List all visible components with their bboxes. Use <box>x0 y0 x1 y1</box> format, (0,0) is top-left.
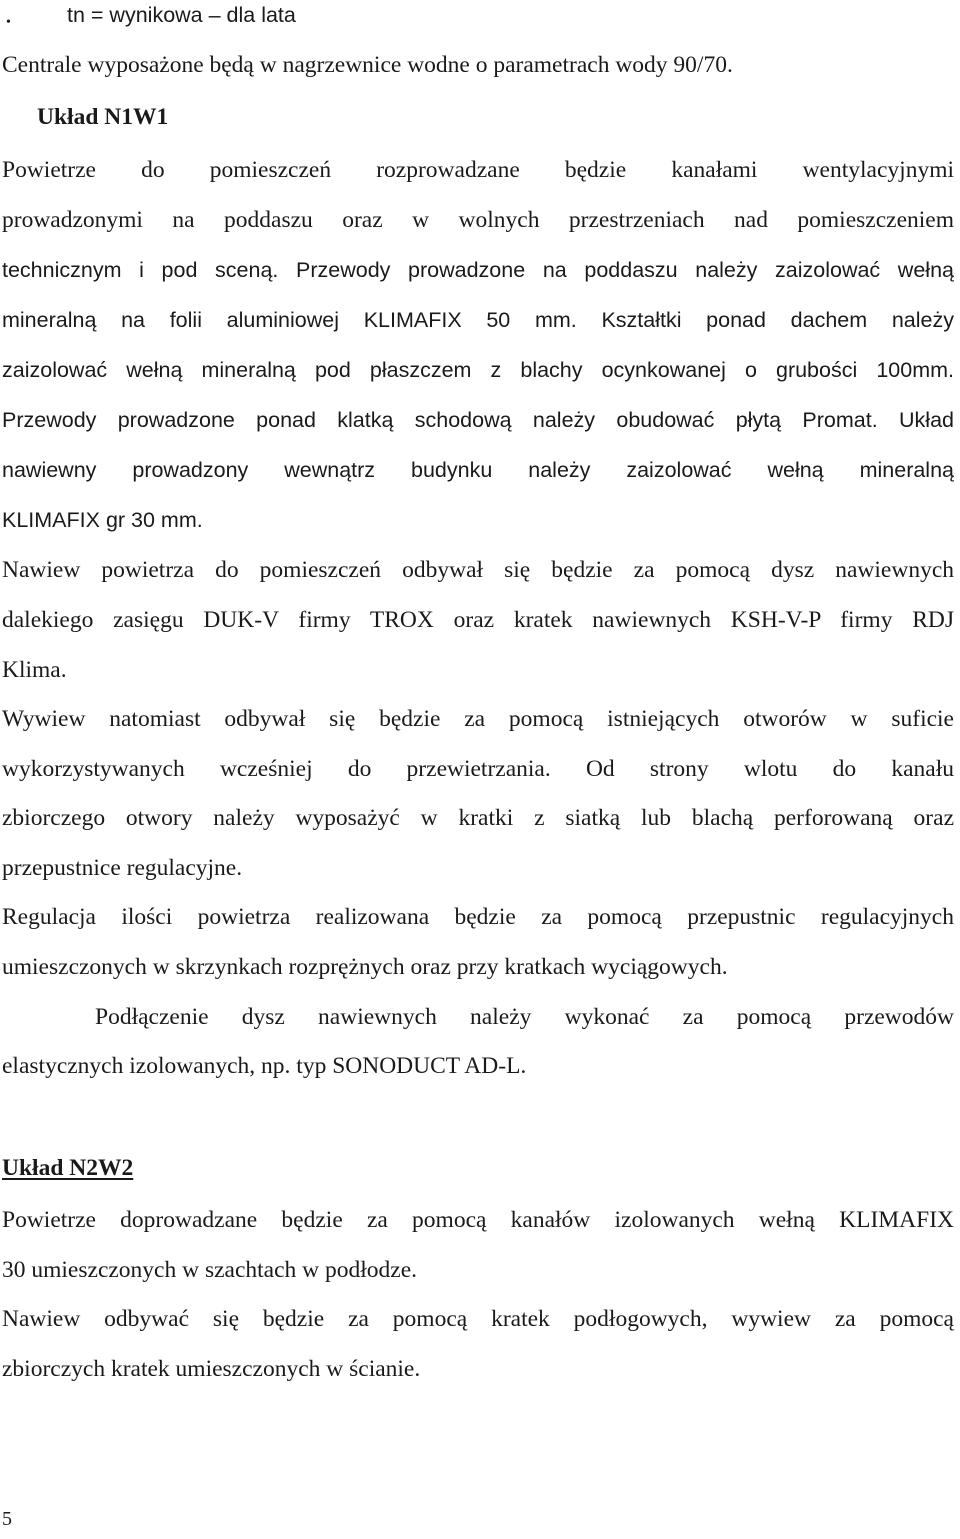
paragraph-line: dalekiego zasięgu DUK-V firmy TROX oraz kratek nawiewnych KSH-V-P firmy RDJ <box>2 607 954 633</box>
paragraph-line: Powietrze do pomieszczeń rozprowadzane będzie kanałami wentylacyjnymi <box>2 157 954 183</box>
paragraph-line: Podłączenie dysz nawiewnych należy wykonać za pomocą przewodów <box>95 1004 954 1030</box>
paragraph-line: Regulacja ilości powietrza realizowana będzie za pomocą przepustnic regulacyjnych <box>2 904 954 930</box>
page-number: 5 <box>2 1508 12 1530</box>
paragraph-line: elastycznych izolowanych, np. typ SONODUCT AD-L. <box>2 1053 527 1079</box>
paragraph-line: Nawiew odbywać się będzie za pomocą kratek podłogowych, wywiew za pomocą <box>2 1306 954 1332</box>
paragraph-line: 30 umieszczonych w szachtach w podłodze. <box>2 1257 418 1283</box>
paragraph-line: KLIMAFIX gr 30 mm. <box>2 508 203 532</box>
intro-text: Centrale wyposażone będą w nagrzewnice wodne o parametrach wody 90/70. <box>2 52 733 78</box>
section-title-text: Układ N2W2 <box>2 1155 134 1181</box>
paragraph-line: zaizolować wełną mineralną pod płaszczem z blachy ocynkowanej o grubości 100mm. <box>2 358 954 382</box>
paragraph-line: mineralną na folii aluminiowej KLIMAFIX 50 mm. Kształtki ponad dachem należy <box>2 308 954 332</box>
paragraph-line: Nawiew powietrza do pomieszczeń odbywał się będzie za pomocą dysz nawiewnych <box>2 557 954 583</box>
paragraph-line: zbiorczego otwory należy wyposażyć w kratki z siatką lub blachą perforowaną oraz <box>2 805 954 831</box>
paragraph-line: nawiewny prowadzony wewnątrz budynku należy zaizolować wełną mineralną <box>2 458 954 482</box>
paragraph-line: Wywiew natomiast odbywał się będzie za pomocą istniejących otworów w suficie <box>2 706 954 732</box>
section-title-n1w1: Układ N1W1 <box>37 104 169 130</box>
paragraph-line: Powietrze doprowadzane będzie za pomocą kanałów izolowanych wełną KLIMAFIX <box>2 1207 954 1233</box>
paragraph-line: umieszczonych w skrzynkach rozprężnych oraz przy kratkach wyciągowych. <box>2 954 728 980</box>
paragraph-line: prowadzonymi na poddaszu oraz w wolnych przestrzeniach nad pomieszczeniem <box>2 207 954 233</box>
section-title-n2w2 <box>2 1153 954 1183</box>
paragraph-line: technicznym i pod sceną. Przewody prowadzone na poddaszu należy zaizolować wełną <box>2 258 954 282</box>
bullet-symbol: • <box>6 15 11 30</box>
paragraph-line: Klima. <box>2 657 67 683</box>
paragraph-line: Przewody prowadzone ponad klatką schodową należy obudować płytą Promat. Układ <box>2 408 954 432</box>
bullet-text: tn = wynikowa – dla lata <box>67 3 296 27</box>
paragraph-line: wykorzystywanych wcześniej do przewietrzania. Od strony wlotu do kanału <box>2 756 954 782</box>
paragraph-line: zbiorczych kratek umieszczonych w ścianie. <box>2 1356 421 1382</box>
paragraph-line: przepustnice regulacyjne. <box>2 855 243 881</box>
